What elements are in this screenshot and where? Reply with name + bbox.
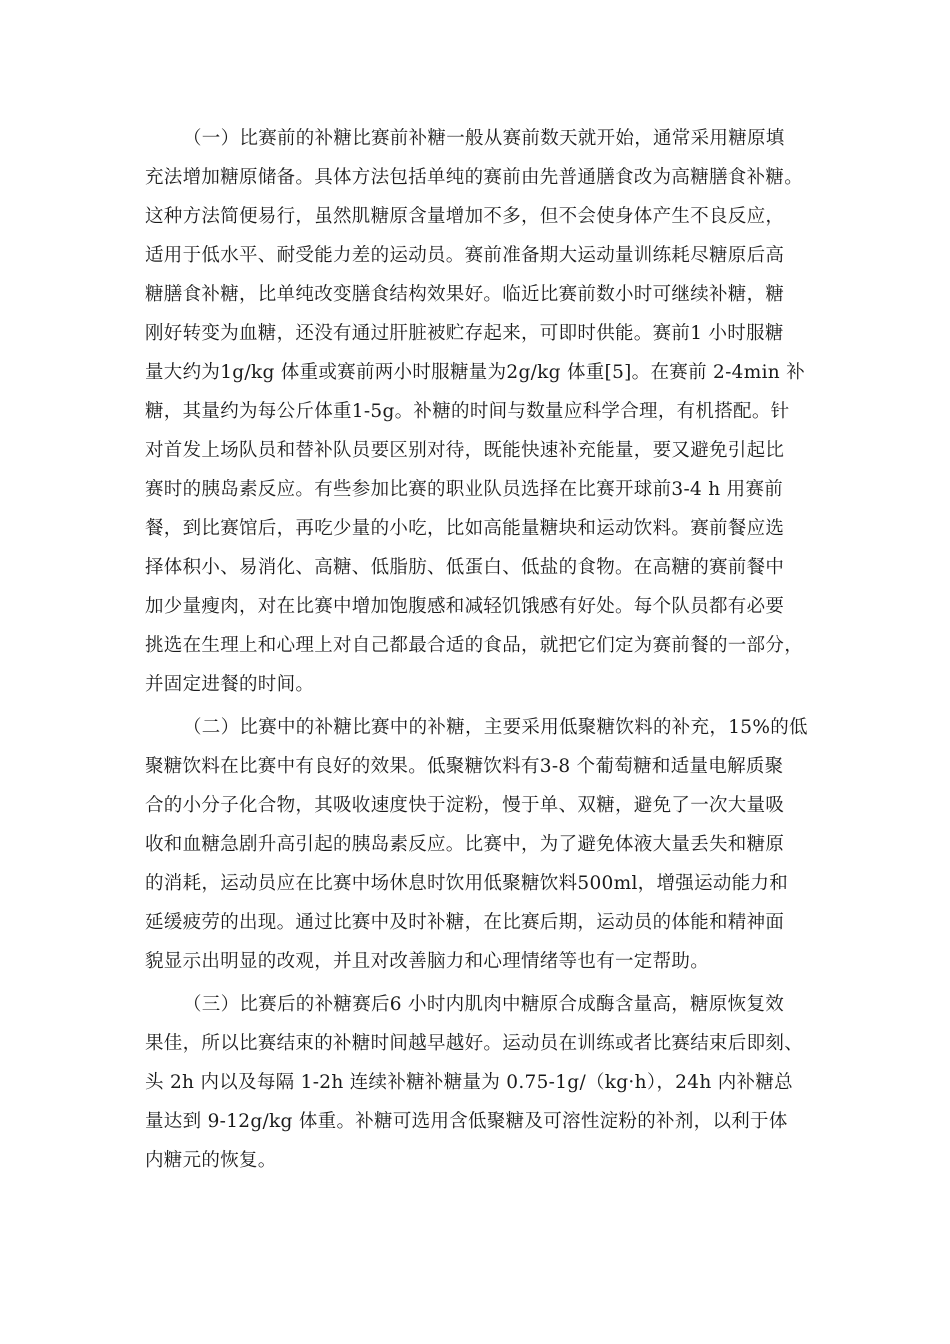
text-line: 延缓疲劳的出现。通过比赛中及时补糖，在比赛后期，运动员的体能和精神面 (145, 912, 785, 933)
text-line: 餐，到比赛馆后，再吃少量的小吃，比如高能量糖块和运动饮料。赛前餐应选 (145, 518, 785, 539)
text-line: 糖膳食补糖，比单纯改变膳食结构效果好。临近比赛前数小时可继续补糖，糖 (145, 284, 785, 305)
text-line: （二）比赛中的补糖比赛中的补糖，主要采用低聚糖饮料的补充，15%的低 (183, 717, 808, 738)
text-line: 适用于低水平、耐受能力差的运动员。赛前准备期大运动量训练耗尽糖原后高 (145, 245, 785, 266)
text-line: 加少量瘦肉，对在比赛中增加饱腹感和减轻饥饿感有好处。每个队员都有必要 (145, 596, 785, 617)
text-line: 内糖元的恢复。 (145, 1150, 277, 1171)
text-line: 刚好转变为血糖，还没有通过肝脏被贮存起来，可即时供能。赛前1 小时服糖 (145, 323, 784, 344)
text-line: 头 2h 内以及每隔 1-2h 连续补糖补糖量为 0.75-1g/（kg·h），24h 内补糖总 (145, 1072, 793, 1093)
text-line: 收和血糖急剧升高引起的胰岛素反应。比赛中，为了避免体液大量丢失和糖原 (145, 834, 785, 855)
text-line: 合的小分子化合物，其吸收速度快于淀粉，慢于单、双糖，避免了一次大量吸 (145, 795, 785, 816)
text-line: 量大约为1g/kg 体重或赛前两小时服糖量为2g/kg 体重[5]。在赛前 2-4min 补 (145, 362, 805, 383)
text-line: 糖，其量约为每公斤体重1-5g。补糖的时间与数量应科学合理，有机搭配。针 (145, 401, 790, 422)
text-line: 并固定进餐的时间。 (145, 674, 315, 695)
text-line: 充法增加糖原储备。具体方法包括单纯的赛前由先普通膳食改为高糖膳食补糖。 (145, 167, 804, 188)
text-line: 的消耗，运动员应在比赛中场休息时饮用低聚糖饮料500ml，增强运动能力和 (145, 873, 789, 894)
text-line: 聚糖饮料在比赛中有良好的效果。低聚糖饮料有3-8 个葡萄糖和适量电解质聚 (145, 756, 784, 777)
text-line: 果佳，所以比赛结束的补糖时间越早越好。运动员在训练或者比赛结束后即刻、 (145, 1033, 804, 1054)
text-line: 这种方法简便易行，虽然肌糖原含量增加不多，但不会使身体产生不良反应， (145, 206, 785, 227)
text-line: （三）比赛后的补糖赛后6 小时内肌肉中糖原合成酶含量高，糖原恢复效 (183, 994, 785, 1015)
text-line: 挑选在生理上和心理上对自己都最合适的食品，就把它们定为赛前餐的一部分， (145, 635, 804, 656)
text-line: 对首发上场队员和替补队员要区别对待，既能快速补充能量，要又避免引起比 (145, 440, 785, 461)
text-line: 赛时的胰岛素反应。有些参加比赛的职业队员选择在比赛开球前3-4 h 用赛前 (145, 479, 784, 500)
text-line: 量达到 9-12g/kg 体重。补糖可选用含低聚糖及可溶性淀粉的补剂，以利于体 (145, 1111, 788, 1132)
text-line: 择体积小、易消化、高糖、低脂肪、低蛋白、低盐的食物。在高糖的赛前餐中 (145, 557, 785, 578)
text-line: （一）比赛前的补糖比赛前补糖一般从赛前数天就开始，通常采用糖原填 (183, 128, 785, 149)
text-line: 貌显示出明显的改观，并且对改善脑力和心理情绪等也有一定帮助。 (145, 951, 710, 972)
